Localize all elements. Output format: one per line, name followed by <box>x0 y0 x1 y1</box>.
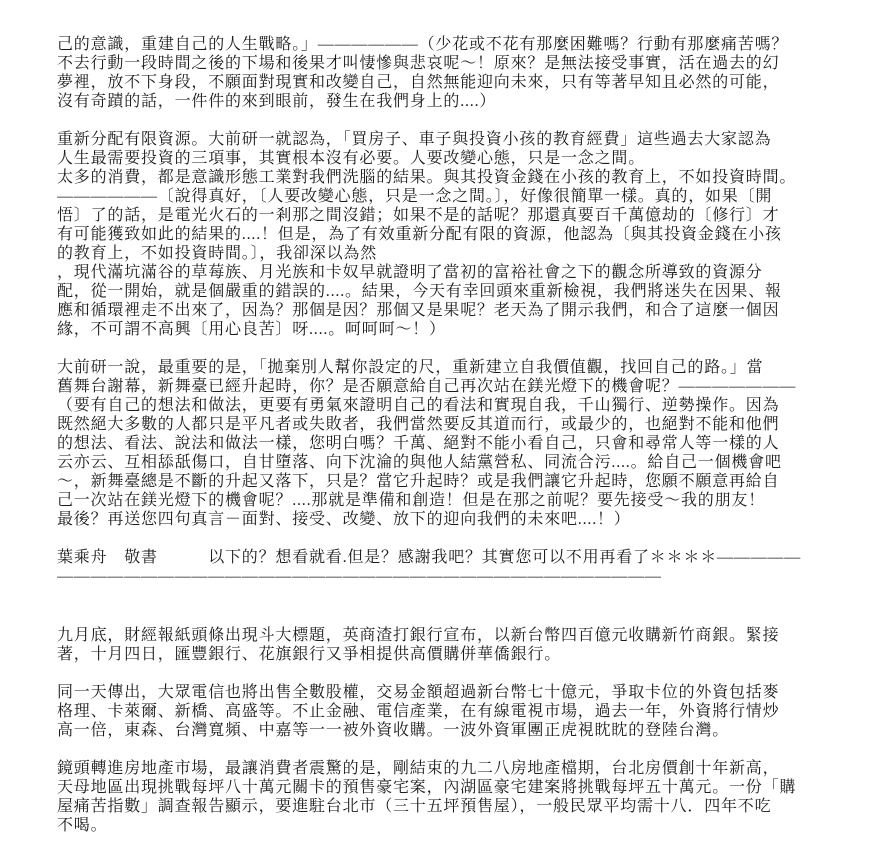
text-line: 夢裡，放不下身段，不願面對現實和改變自己，自然無能迎向未來，只有等著早知且必然的可能， <box>57 74 780 91</box>
text-line: 舊舞台謝幕，新舞臺已經升起時，你？是否願意給自己再次站在鎂光燈下的機會呢？——————— <box>57 378 797 395</box>
text-line: 九月底，財經報紙頭條出現斗大標題，英商渣打銀行宣布，以新台幣四百億元收購新竹商銀。緊接 <box>57 627 780 644</box>
text-line: 同一天傳出，大眾電信也將出售全數股權，交易金額超過新台幣七十億元，爭取卡位的外資包括麥 <box>57 684 780 701</box>
text-line: 不喝。 <box>57 817 108 834</box>
text-line: 太多的消費，都是意識形態工業對我們洗腦的結果。與其投資金錢在小孩的教育上，不如投資時間。 <box>57 169 797 186</box>
text-line: 緣，不可謂不高興〔用心良苦〕呀....。呵呵呵～！） <box>57 321 446 338</box>
text-line: 重新分配有限資源。大前研一就認為，「買房子、車子與投資小孩的教育經費」這些過去大家認為 <box>57 131 772 148</box>
text-line: 的想法、看法、說法和做法一樣，您明白嗎？千萬、絕對不能小看自己，只會和尋常人等一樣的人 <box>57 435 780 452</box>
text-line: 人生最需要投資的三項事，其實根本沒有必要。人要改變心態，只是一念之間。 <box>57 150 646 167</box>
text-line: （要有自己的想法和做法，更要有勇氣來證明自己的看法和實現自我，千山獨行、逆勢操作。因為 <box>57 397 780 414</box>
text-line: 己一次站在鎂光燈下的機會呢？....那就是準備和創造！但是在那之前呢？要先接受～我的朋友！ <box>57 492 766 509</box>
signature-line: 葉乘舟 敬書 以下的？想看就看.但是？感謝我吧？其實您可以不用再看了＊＊＊＊————— <box>57 549 802 566</box>
paragraph-new-stage <box>57 358 820 529</box>
text-line: ，現代滿坑滿谷的草莓族、月光族和卡奴早就證明了當初的富裕社會之下的觀念所導致的資源分 <box>57 264 763 281</box>
text-line: ——————〔說得真好，〔人要改變心態，只是一念之間。〕，好像很簡單一樣。真的，如果〔開 <box>57 188 773 205</box>
paragraph-telecom-news <box>57 683 820 740</box>
text-line: 著，十月四日，匯豐銀行、花旗銀行又爭相提供高價購併華僑銀行。 <box>57 646 562 663</box>
text-line: 有可能獲致如此的結果的....！但是，為了有效重新分配有限的資源，他認為〔與其投資金錢在小孩 <box>57 226 782 243</box>
text-line: ～，新舞臺總是不斷的升起又落下，只是？當它升起時？或是我們讓它升起時，您願不願意再給自 <box>57 473 780 490</box>
paragraph-opening-parenthetical <box>57 35 820 111</box>
text-line: 的教育上，不如投資時間。〕，我卻深以為然 <box>57 245 378 262</box>
text-line: 格理、卡萊爾、新橋、高盛等。不止金融、電信產業，在有線電視市場，過去一年，外資將行情炒 <box>57 703 780 720</box>
text-line: 既然絕大多數的人都只是平凡者或失敗者，我們當然要反其道而行，或最少的，也絕對不能和他們 <box>57 416 780 433</box>
paragraph-resource-reallocation <box>57 130 820 339</box>
text-line: 配，從一開始，就是個嚴重的錯誤的....。結果，今天有幸回頭來重新檢視，我們將迷失在因果、報 <box>57 283 782 300</box>
text-line: 沒有奇蹟的話，一件件的來到眼前，發生在我們身上的....） <box>57 93 497 110</box>
paragraph-real-estate-news <box>57 759 820 835</box>
text-line: 不去行動一段時間之後的下場和後果才叫悽慘與悲哀呢～！原來？是無法接受事實，活在過去的幻 <box>57 55 780 72</box>
paragraph-bank-acquisition-news <box>57 626 820 664</box>
text-line: 大前研一說，最重要的是，「拋棄別人幫你設定的尺，重新建立自我價值觀，找回自己的路。」當 <box>57 359 764 376</box>
text-line: 高一倍，東森、台灣寬頻、中嘉等一一被外資收購。一波外資軍團正虎視眈眈的登陸台灣。 <box>57 722 730 739</box>
text-line: 屋痛苦指數」調查報告顯示，要進駐台北市（三十五坪預售屋），一般民眾平均需十八．四年不吃 <box>57 798 772 815</box>
divider-dashes: ———————————————————————————————————— <box>57 568 662 585</box>
text-line: 鏡頭轉進房地產市場，最讓消費者震驚的是，剛結束的九二八房地產檔期，台北房價創十年新高， <box>57 760 780 777</box>
text-line: 最後？再送您四句真言－面對、接受、改變、放下的迎向我們的未來吧....！） <box>57 511 631 528</box>
text-line: 天母地區出現挑戰每坪八十萬元關卡的預售豪宅案，內湖區豪宅建案將挑戰每坪五十萬元。一份「購 <box>57 779 797 796</box>
text-line: 云亦云、互相舔舐傷口，自甘墮落、向下沈淪的與他人結黨營私、同流合污....。給自己一個機會吧 <box>57 454 782 471</box>
text-line: 悟〕了的話，是電光火石的一剎那之間沒錯；如果不是的話呢？那還真要百千萬億劫的〔修行〕才 <box>57 207 780 224</box>
signature-block <box>57 548 820 586</box>
text-line: 應和循環裡走不出來了，因為？那個是因？那個又是果呢？老天為了開示我們，和合了這麼一個因 <box>57 302 780 319</box>
text-line: 己的意識，重建自己的人生戰略。」——————（少花或不花有那麼困難嗎？行動有那麼痛苦嗎？ <box>57 36 789 53</box>
